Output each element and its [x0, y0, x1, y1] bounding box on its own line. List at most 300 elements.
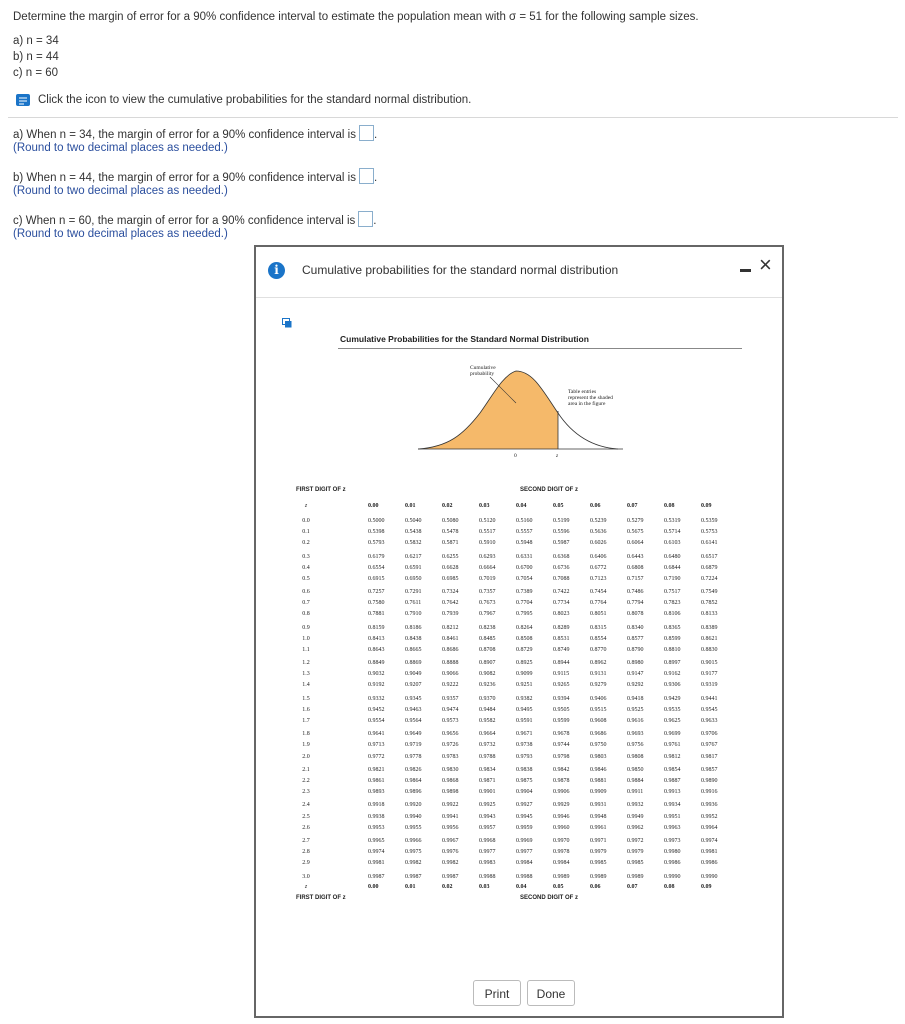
table-cell: 0.5948 — [516, 540, 533, 547]
first-digit-footer: FIRST DIGIT OF z — [296, 894, 346, 901]
table-cell: 0.7157 — [627, 575, 644, 582]
table-cell: 0.9671 — [516, 731, 533, 738]
z-column-header: z — [304, 503, 308, 509]
table-cell: 0.6217 — [405, 553, 422, 560]
table-cell: 0.9983 — [479, 860, 496, 867]
table-cell: 0.9941 — [442, 813, 459, 820]
table-cell: 0.5517 — [479, 529, 496, 536]
table-cell: 0.9834 — [479, 766, 496, 773]
table-cell: 0.8389 — [701, 624, 718, 631]
table-cell: 0.8621 — [701, 635, 718, 642]
table-cell: 0.5636 — [590, 529, 607, 536]
notepad-icon[interactable] — [15, 93, 31, 107]
table-cell: 0.9357 — [442, 695, 459, 702]
table-cell: 0.9222 — [442, 682, 459, 689]
table-cell: 0.7486 — [627, 589, 644, 596]
table-cell: 0.7422 — [553, 589, 570, 596]
table-cell: 0.9916 — [701, 789, 718, 796]
z-value: 1.3 — [302, 671, 310, 678]
table-cell: 0.9767 — [701, 742, 718, 749]
table-cell: 0.8212 — [442, 624, 459, 631]
table-cell: 0.9573 — [442, 718, 459, 725]
table-cell: 0.5080 — [442, 518, 459, 524]
table-cell: 0.9251 — [516, 682, 533, 689]
table-cell: 0.8485 — [479, 635, 496, 642]
z-column-footer: z — [304, 883, 308, 890]
z-value: 0.2 — [302, 540, 310, 547]
minimize-icon[interactable] — [740, 269, 751, 272]
z-value: 1.4 — [302, 682, 310, 689]
table-cell: 0.9982 — [405, 860, 422, 867]
table-cell: 0.9861 — [368, 778, 385, 785]
table-cell: 0.9990 — [664, 873, 681, 880]
table-cell: 0.9904 — [516, 789, 533, 796]
print-button[interactable]: Print — [473, 980, 521, 1006]
table-cell: 0.7673 — [479, 600, 496, 607]
table-cell: 0.8106 — [664, 611, 681, 618]
table-cell: 0.9946 — [553, 813, 570, 820]
table-cell: 0.9974 — [701, 838, 718, 845]
table-cell: 0.9332 — [368, 695, 385, 702]
column-header: 0.09 — [701, 503, 712, 509]
note-label-1: Table entries — [568, 389, 597, 395]
table-cell: 0.9192 — [368, 682, 385, 689]
table-cell: 0.9418 — [627, 695, 644, 702]
table-cell: 0.9750 — [590, 742, 607, 749]
part-c-text: c) When n = 60, the margin of error for a 90% confidence interval is — [13, 215, 356, 227]
table-cell: 0.9959 — [516, 824, 533, 831]
table-cell: 0.8962 — [590, 660, 607, 667]
note-label-3: area in the figure — [568, 401, 606, 407]
table-cell: 0.9066 — [442, 671, 459, 678]
z-value: 2.5 — [302, 813, 310, 820]
table-cell: 0.9978 — [553, 849, 570, 856]
table-cell: 0.9968 — [479, 838, 496, 845]
table-cell: 0.9984 — [553, 860, 570, 867]
table-cell: 0.8315 — [590, 624, 607, 631]
icon-instruction: Click the icon to view the cumulative probabilities for the standard normal distribution. — [38, 94, 472, 106]
table-cell: 0.8413 — [368, 635, 385, 642]
table-cell: 0.9953 — [368, 824, 385, 831]
table-cell: 0.8729 — [516, 646, 533, 653]
table-cell: 0.5319 — [664, 518, 681, 524]
second-digit-label: SECOND DIGIT OF z — [520, 487, 579, 493]
answer-box-c[interactable] — [358, 211, 373, 227]
table-cell: 0.6064 — [627, 540, 644, 547]
table-cell: 0.9984 — [516, 860, 533, 867]
table-cell: 0.9236 — [479, 682, 496, 689]
table-cell: 0.5120 — [479, 518, 496, 524]
table-cell: 0.6331 — [516, 553, 533, 560]
z-value: 0.5 — [302, 575, 310, 582]
table-cell: 0.9920 — [405, 802, 422, 809]
table-cell: 0.9980 — [664, 849, 681, 856]
table-cell: 0.9429 — [664, 695, 681, 702]
column-footer: 0.08 — [664, 883, 675, 890]
table-cell: 0.9975 — [405, 849, 422, 856]
table-cell: 0.9901 — [479, 789, 496, 796]
table-cell: 0.9911 — [627, 789, 644, 796]
table-cell: 0.7454 — [590, 589, 607, 596]
table-cell: 0.7642 — [442, 600, 459, 607]
table-cell: 0.9744 — [553, 742, 570, 749]
table-cell: 0.9147 — [627, 671, 644, 678]
table-cell: 0.9649 — [405, 731, 422, 738]
table-cell: 0.8340 — [627, 624, 644, 631]
table-cell: 0.9177 — [701, 671, 718, 678]
table-cell: 0.9990 — [701, 873, 718, 880]
answer-box-a[interactable] — [359, 125, 374, 141]
table-cell: 0.8577 — [627, 635, 644, 642]
probability-dialog — [254, 245, 784, 1018]
table-cell: 0.9955 — [405, 824, 422, 831]
table-cell: 0.9951 — [664, 813, 681, 820]
table-cell: 0.5832 — [405, 540, 422, 547]
column-footer: 0.01 — [405, 883, 416, 890]
column-footer: 0.05 — [553, 883, 564, 890]
table-cell: 0.9778 — [405, 753, 422, 760]
table-cell: 0.9706 — [701, 731, 718, 738]
sample-size-c: c) n = 60 — [13, 67, 59, 79]
close-icon[interactable]: × — [759, 252, 772, 277]
z-value: 1.2 — [302, 660, 310, 667]
table-cell: 0.5000 — [368, 518, 385, 524]
column-footer: 0.06 — [590, 883, 601, 890]
column-header: 0.03 — [479, 503, 490, 509]
table-cell: 0.7580 — [368, 600, 385, 607]
cumulative-label-1: Cumulative — [470, 365, 496, 371]
table-cell: 0.9279 — [590, 682, 607, 689]
table-cell: 0.9890 — [701, 778, 718, 785]
table-cell: 0.9989 — [553, 873, 570, 880]
table-cell: 0.8186 — [405, 624, 422, 631]
table-cell: 0.6985 — [442, 575, 459, 582]
question-prompt: Determine the margin of error for a 90% confidence interval to estimate the population mean with σ = 51 for the following sample sizes. — [13, 11, 699, 23]
table-cell: 0.8133 — [701, 611, 718, 618]
table-cell: 0.9960 — [553, 824, 570, 831]
table-cell: 0.7549 — [701, 589, 718, 596]
table-cell: 0.9898 — [442, 789, 459, 796]
table-cell: 0.5199 — [553, 518, 570, 524]
part-c-hint: (Round to two decimal places as needed.) — [13, 228, 228, 240]
table-cell: 0.7019 — [479, 575, 496, 582]
table-cell: 0.7852 — [701, 600, 718, 607]
table-cell: 0.7704 — [516, 600, 533, 607]
table-cell: 0.9981 — [701, 849, 718, 856]
table-cell: 0.7967 — [479, 611, 496, 618]
z-value: 2.9 — [302, 860, 310, 867]
table-cell: 0.8830 — [701, 646, 718, 653]
z-value: 3.0 — [302, 873, 310, 880]
column-header: 0.04 — [516, 503, 527, 509]
table-cell: 0.6141 — [701, 540, 718, 547]
table-cell: 0.5987 — [553, 540, 570, 547]
table-cell: 0.6879 — [701, 564, 718, 571]
table-cell: 0.9943 — [479, 813, 496, 820]
table-cell: 0.9207 — [405, 682, 422, 689]
table-cell: 0.7088 — [553, 575, 570, 582]
table-cell: 0.7123 — [590, 575, 607, 582]
column-header: 0.07 — [627, 503, 638, 509]
table-cell: 0.9887 — [664, 778, 681, 785]
table-cell: 0.9981 — [368, 860, 385, 867]
table-cell: 0.9985 — [590, 860, 607, 867]
done-button[interactable]: Done — [527, 980, 575, 1006]
z-value: 2.1 — [302, 766, 310, 773]
table-cell: 0.9641 — [368, 731, 385, 738]
table-cell: 0.9738 — [516, 742, 533, 749]
column-footer: 0.00 — [368, 883, 379, 890]
table-cell: 0.9319 — [701, 682, 718, 689]
z-value: 0.4 — [302, 564, 310, 571]
table-cell: 0.8708 — [479, 646, 496, 653]
table-cell: 0.7517 — [664, 589, 681, 596]
table-cell: 0.9525 — [627, 706, 644, 713]
table-cell: 0.9977 — [516, 849, 533, 856]
table-cell: 0.9929 — [553, 802, 570, 809]
table-cell: 0.8078 — [627, 611, 644, 618]
table-cell: 0.9817 — [701, 753, 718, 760]
table-cell: 0.9821 — [368, 766, 385, 773]
table-cell: 0.9964 — [701, 824, 718, 831]
table-cell: 0.9838 — [516, 766, 533, 773]
part-c-question: c) When n = 60, the margin of error for a 90% confidence interval is . — [13, 211, 377, 227]
table-cell: 0.9713 — [368, 742, 385, 749]
answer-box-b[interactable] — [359, 168, 374, 184]
column-footer: 0.09 — [701, 883, 712, 890]
table-cell: 0.9693 — [627, 731, 644, 738]
table-cell: 0.9974 — [368, 849, 385, 856]
table-cell: 0.8925 — [516, 660, 533, 667]
table-cell: 0.9452 — [368, 706, 385, 713]
table-cell: 0.9032 — [368, 671, 385, 678]
zero-label: 0 — [514, 453, 517, 459]
table-cell: 0.9948 — [590, 813, 607, 820]
table-cell: 0.9049 — [405, 671, 422, 678]
table-cell: 0.9678 — [553, 731, 570, 738]
table-cell: 0.9306 — [664, 682, 681, 689]
table-cell: 0.7190 — [664, 575, 681, 582]
table-cell: 0.7357 — [479, 589, 496, 596]
table-cell: 0.9977 — [479, 849, 496, 856]
table-cell: 0.9793 — [516, 753, 533, 760]
table-cell: 0.9115 — [553, 671, 570, 678]
table-cell: 0.9850 — [627, 766, 644, 773]
table-cell: 0.9554 — [368, 718, 385, 725]
table-cell: 0.9772 — [368, 753, 385, 760]
table-cell: 0.9345 — [405, 695, 422, 702]
table-cell: 0.9633 — [701, 718, 718, 725]
table-cell: 0.8888 — [442, 660, 459, 667]
table-cell: 0.6443 — [627, 553, 644, 560]
table-cell: 0.9871 — [479, 778, 496, 785]
z-value: 2.3 — [302, 789, 310, 796]
table-cell: 0.8869 — [405, 660, 422, 667]
table-cell: 0.8238 — [479, 624, 496, 631]
z-value: 1.5 — [302, 695, 310, 702]
table-cell: 0.9988 — [479, 873, 496, 880]
table-cell: 0.9970 — [553, 838, 570, 845]
table-cell: 0.8438 — [405, 635, 422, 642]
table-cell: 0.9971 — [590, 838, 607, 845]
table-cell: 0.9967 — [442, 838, 459, 845]
table-cell: 0.9922 — [442, 802, 459, 809]
table-document — [278, 307, 758, 957]
z-value: 0.9 — [302, 624, 310, 631]
table-cell: 0.9868 — [442, 778, 459, 785]
table-cell: 0.9979 — [590, 849, 607, 856]
table-cell: 0.5359 — [701, 518, 718, 524]
z-value: 0.6 — [302, 589, 310, 596]
table-cell: 0.9987 — [405, 873, 422, 880]
z-value: 2.2 — [302, 778, 310, 785]
z-value: 2.8 — [302, 849, 310, 856]
table-cell: 0.8790 — [627, 646, 644, 653]
table-cell: 0.9726 — [442, 742, 459, 749]
table-cell: 0.6700 — [516, 564, 533, 571]
z-value: 0.3 — [302, 553, 310, 560]
table-cell: 0.9441 — [701, 695, 718, 702]
table-cell: 0.6844 — [664, 564, 681, 571]
table-cell: 0.6517 — [701, 553, 718, 560]
table-cell: 0.9927 — [516, 802, 533, 809]
table-cell: 0.9545 — [701, 706, 718, 713]
z-axis-label: z — [556, 453, 559, 459]
table-cell: 0.9961 — [590, 824, 607, 831]
table-cell: 0.9985 — [627, 860, 644, 867]
table-cell: 0.9625 — [664, 718, 681, 725]
table-cell: 0.5596 — [553, 529, 570, 536]
column-header: 0.02 — [442, 503, 453, 509]
table-cell: 0.8810 — [664, 646, 681, 653]
table-cell: 0.8599 — [664, 635, 681, 642]
table-cell: 0.8686 — [442, 646, 459, 653]
z-value: 1.0 — [302, 635, 310, 642]
table-cell: 0.9940 — [405, 813, 422, 820]
table-cell: 0.6293 — [479, 553, 496, 560]
table-cell: 0.9495 — [516, 706, 533, 713]
table-cell: 0.9938 — [368, 813, 385, 820]
column-header: 0.05 — [553, 503, 564, 509]
table-cell: 0.5910 — [479, 540, 496, 547]
z-value: 0.7 — [302, 600, 310, 607]
z-value: 1.9 — [302, 742, 310, 749]
table-cell: 0.9956 — [442, 824, 459, 831]
table-cell: 0.7764 — [590, 600, 607, 607]
table-cell: 0.6480 — [664, 553, 681, 560]
z-value: 1.6 — [302, 706, 310, 713]
table-cell: 0.9582 — [479, 718, 496, 725]
table-cell: 0.9986 — [701, 860, 718, 867]
dialog-title: Cumulative probabilities for the standard normal distribution — [302, 263, 619, 277]
column-header: 0.06 — [590, 503, 601, 509]
table-cell: 0.9382 — [516, 695, 533, 702]
z-value: 2.0 — [302, 753, 310, 760]
table-cell: 0.7611 — [405, 600, 422, 607]
table-cell: 0.5040 — [405, 518, 422, 524]
table-cell: 0.9015 — [701, 660, 718, 667]
table-cell: 0.6591 — [405, 564, 422, 571]
table-cell: 0.9686 — [590, 731, 607, 738]
table-cell: 0.9982 — [442, 860, 459, 867]
table-cell: 0.7257 — [368, 589, 385, 596]
table-cell: 0.9936 — [701, 802, 718, 809]
table-cell: 0.8289 — [553, 624, 570, 631]
table-cell: 0.5871 — [442, 540, 459, 547]
table-cell: 0.9846 — [590, 766, 607, 773]
z-value: 2.4 — [302, 802, 310, 809]
table-cell: 0.6554 — [368, 564, 385, 571]
column-header: 0.00 — [368, 503, 379, 509]
table-cell: 0.8907 — [479, 660, 496, 667]
table-cell: 0.9826 — [405, 766, 422, 773]
table-cell: 0.9664 — [479, 731, 496, 738]
part-a-text: a) When n = 34, the margin of error for a 90% confidence interval is — [13, 129, 356, 141]
table-cell: 0.6664 — [479, 564, 496, 571]
table-cell: 0.9962 — [627, 824, 644, 831]
table-cell: 0.9812 — [664, 753, 681, 760]
table-cell: 0.9608 — [590, 718, 607, 725]
table-cell: 0.9082 — [479, 671, 496, 678]
table-cell: 0.5753 — [701, 529, 718, 536]
table-cell: 0.9463 — [405, 706, 422, 713]
table-cell: 0.6255 — [442, 553, 459, 560]
second-digit-footer: SECOND DIGIT OF z — [520, 894, 579, 901]
table-cell: 0.9099 — [516, 671, 533, 678]
table-cell: 0.9966 — [405, 838, 422, 845]
table-cell: 0.7910 — [405, 611, 422, 618]
table-cell: 0.5793 — [368, 540, 385, 547]
table-cell: 0.8461 — [442, 635, 459, 642]
sample-size-b: b) n = 44 — [13, 51, 59, 63]
column-footer: 0.07 — [627, 883, 638, 890]
z-value: 1.1 — [302, 646, 310, 653]
z-value: 2.6 — [302, 824, 310, 831]
table-cell: 0.7054 — [516, 575, 533, 582]
table-cell: 0.9265 — [553, 682, 570, 689]
first-digit-label: FIRST DIGIT OF z — [296, 487, 346, 493]
table-cell: 0.9878 — [553, 778, 570, 785]
table-cell: 0.9535 — [664, 706, 681, 713]
table-cell: 0.6808 — [627, 564, 644, 571]
table-cell: 0.9864 — [405, 778, 422, 785]
z-value: 1.8 — [302, 731, 310, 738]
table-cell: 0.5398 — [368, 529, 385, 536]
table-cell: 0.9564 — [405, 718, 422, 725]
info-icon: i — [268, 262, 285, 279]
table-cell: 0.6628 — [442, 564, 459, 571]
table-cell: 0.9918 — [368, 802, 385, 809]
table-cell: 0.8980 — [627, 660, 644, 667]
table-cell: 0.9952 — [701, 813, 718, 820]
copy-icon[interactable] — [282, 318, 292, 328]
table-cell: 0.9987 — [442, 873, 459, 880]
table-cell: 0.8159 — [368, 624, 385, 631]
table-cell: 0.5714 — [664, 529, 681, 536]
table-cell: 0.9988 — [516, 873, 533, 880]
table-cell: 0.8997 — [664, 660, 681, 667]
table-cell: 0.9591 — [516, 718, 533, 725]
table-cell: 0.9906 — [553, 789, 570, 796]
table-cell: 0.9979 — [627, 849, 644, 856]
table-cell: 0.9616 — [627, 718, 644, 725]
table-cell: 0.8365 — [664, 624, 681, 631]
table-cell: 0.6368 — [553, 553, 570, 560]
table-cell: 0.5557 — [516, 529, 533, 536]
table-cell: 0.9788 — [479, 753, 496, 760]
table-cell: 0.9965 — [368, 838, 385, 845]
sample-size-a: a) n = 34 — [13, 35, 59, 47]
